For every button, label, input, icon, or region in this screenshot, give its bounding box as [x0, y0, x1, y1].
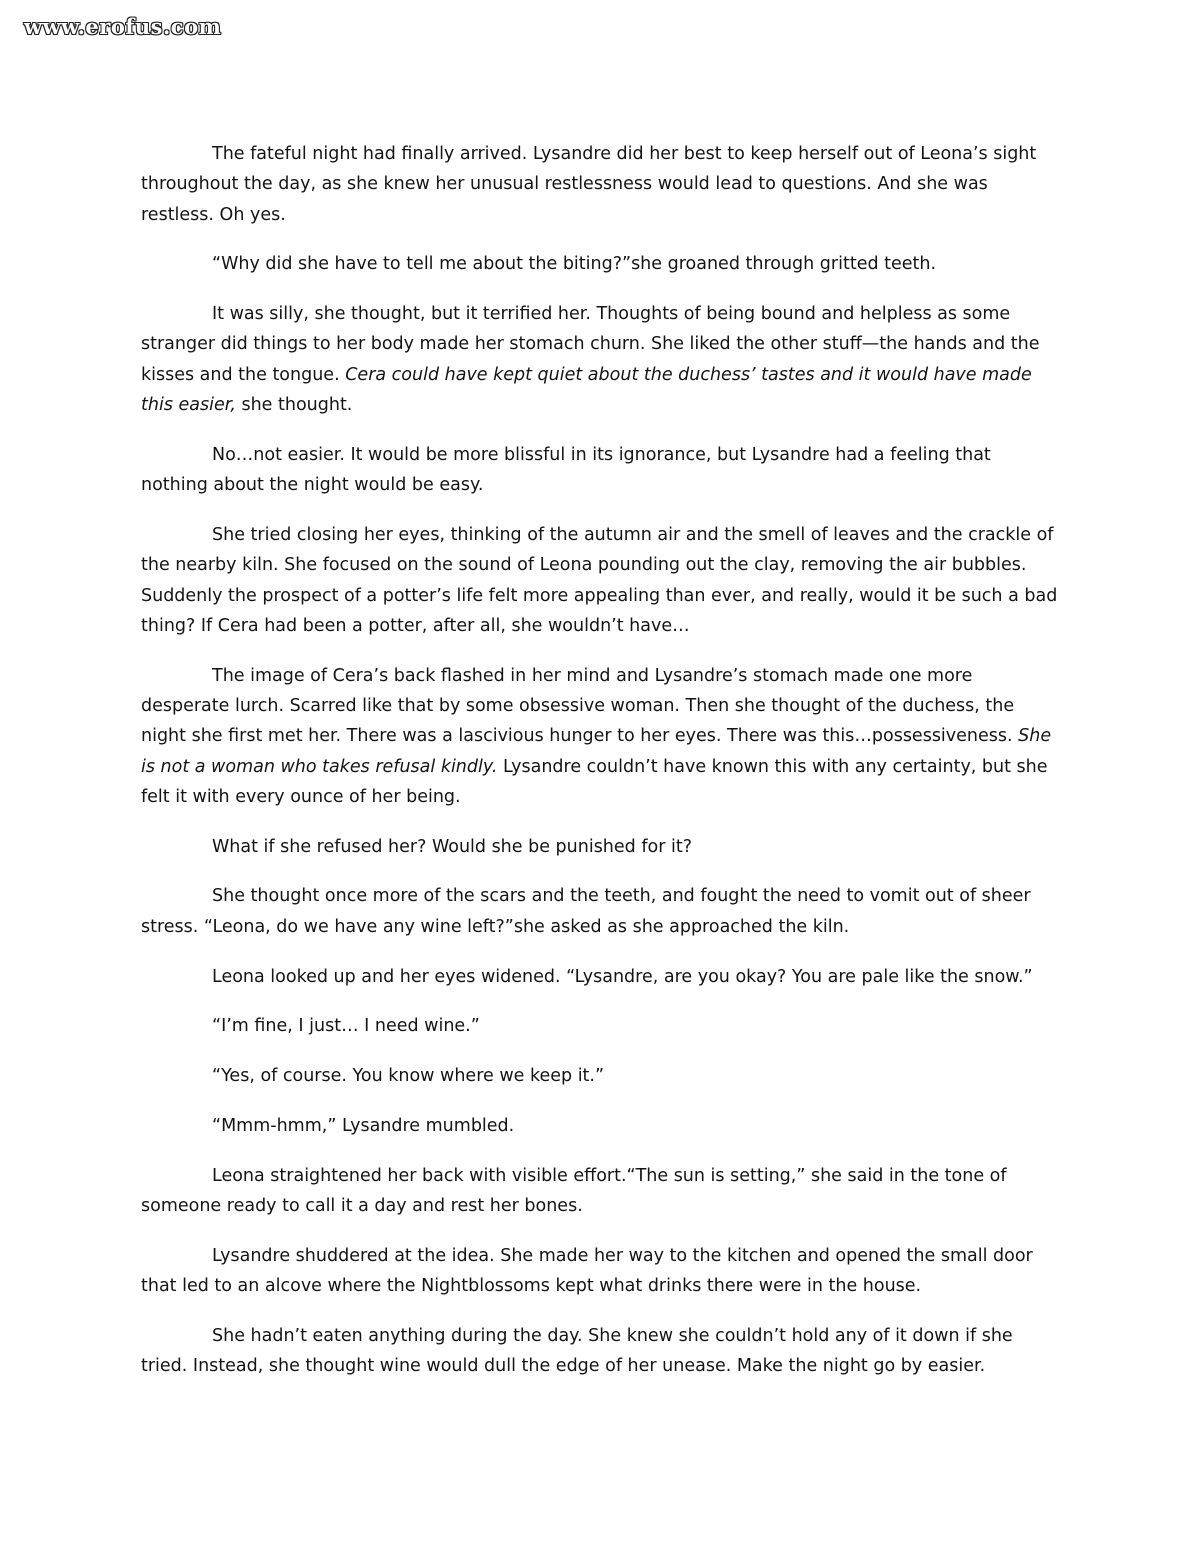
paragraph	[141, 1241, 1061, 1302]
paragraph-text: “Mmm-hmm,” Lysandre mumbled.	[212, 1115, 515, 1136]
paragraph	[141, 440, 1061, 501]
paragraph-text: She hadn’t eaten anything during the day. She knew she couldn’t hold any of it down if she tried. Instead, she thought wine would dull the edge of her unease. Make the night go by easier.	[141, 1325, 1013, 1377]
paragraph	[141, 832, 1061, 862]
paragraph	[141, 139, 1061, 230]
paragraph-text: “Why did she have to tell me about the biting?”she groaned through gritted teeth.	[212, 254, 937, 275]
paragraph-text: What if she refused her? Would she be punished for it?	[212, 836, 692, 857]
paragraph-text: “Yes, of course. You know where we keep it.”	[212, 1066, 605, 1087]
paragraph	[141, 1111, 1061, 1141]
paragraph	[141, 661, 1061, 812]
paragraph	[141, 881, 1061, 942]
paragraph-text: She tried closing her eyes, thinking of the autumn air and the smell of leaves and the crackle of the nearby kiln. She focused on the sound of Leona pounding out the clay, removing the air bubbles. Suddenly the prospect of a potter’s life felt more appealing than ever, and really, would it be such a bad thing? If Cera had been a potter, after all, she wouldn’t have…	[141, 524, 1058, 636]
paragraph	[141, 520, 1061, 641]
paragraph	[141, 1161, 1061, 1222]
paragraph-text: The image of Cera’s back flashed in her mind and Lysandre’s stomach made one more desperate lurch. Scarred like that by some obsessive woman. Then she thought of the duchess, the night she first met her. There was a lascivious hunger to her eyes. There was this…possessiveness.	[141, 665, 1019, 747]
paragraph-text: “I’m fine, I just… I need wine.”	[212, 1016, 480, 1037]
paragraph-text: The fateful night had finally arrived. Lysandre did her best to keep herself out of Leona’s sight throughout the day, as she knew her unusual restlessness would lead to questions. And she was restless. Oh yes.	[141, 144, 1037, 225]
paragraph	[141, 1011, 1061, 1041]
paragraph-text: It was silly, she thought, but it terrified her. Thoughts of being bound and helpless as some stranger did things to her body made her stomach churn. She liked the other stuff—the hands and the kisses and the tongue.	[141, 304, 1040, 385]
paragraph-text: Leona straightened her back with visible effort.“The sun is setting,” she said in the tone of someone ready to call it a day and rest her bones.	[141, 1165, 1007, 1217]
italic-text: She is not a woman who takes refusal kindly.	[141, 726, 1052, 777]
paragraph-text: Lysandre couldn’t have known this with any certainty, but she felt it with every ounce of her being.	[141, 756, 1048, 807]
paragraph-text: she thought.	[235, 395, 353, 416]
paragraph-text: Lysandre shuddered at the idea. She made her way to the kitchen and opened the small door that led to an alcove where the Nightblossoms kept what drinks there were in the house.	[141, 1245, 1033, 1297]
site-watermark: www.erofus.com	[24, 14, 222, 39]
paragraph	[141, 1061, 1061, 1091]
paragraph	[141, 1321, 1061, 1382]
paragraph	[141, 962, 1061, 992]
paragraph-text: She thought once more of the scars and the teeth, and fought the need to vomit out of sheer stress. “Leona, do we have any wine left?”she asked as she approached the kiln.	[141, 886, 1031, 937]
document-page	[141, 139, 1061, 1401]
paragraph	[141, 299, 1061, 420]
paragraph	[141, 249, 1061, 279]
paragraph-text: Leona looked up and her eyes widened. “Lysandre, are you okay? You are pale like the snow.”	[212, 966, 1033, 987]
paragraph-text: No…not easier. It would be more blissful in its ignorance, but Lysandre had a feeling that nothing about the night would be easy.	[141, 444, 991, 496]
italic-text: Cera could have kept quiet about the duchess’ tastes and it would have made this easier,	[141, 364, 1032, 416]
